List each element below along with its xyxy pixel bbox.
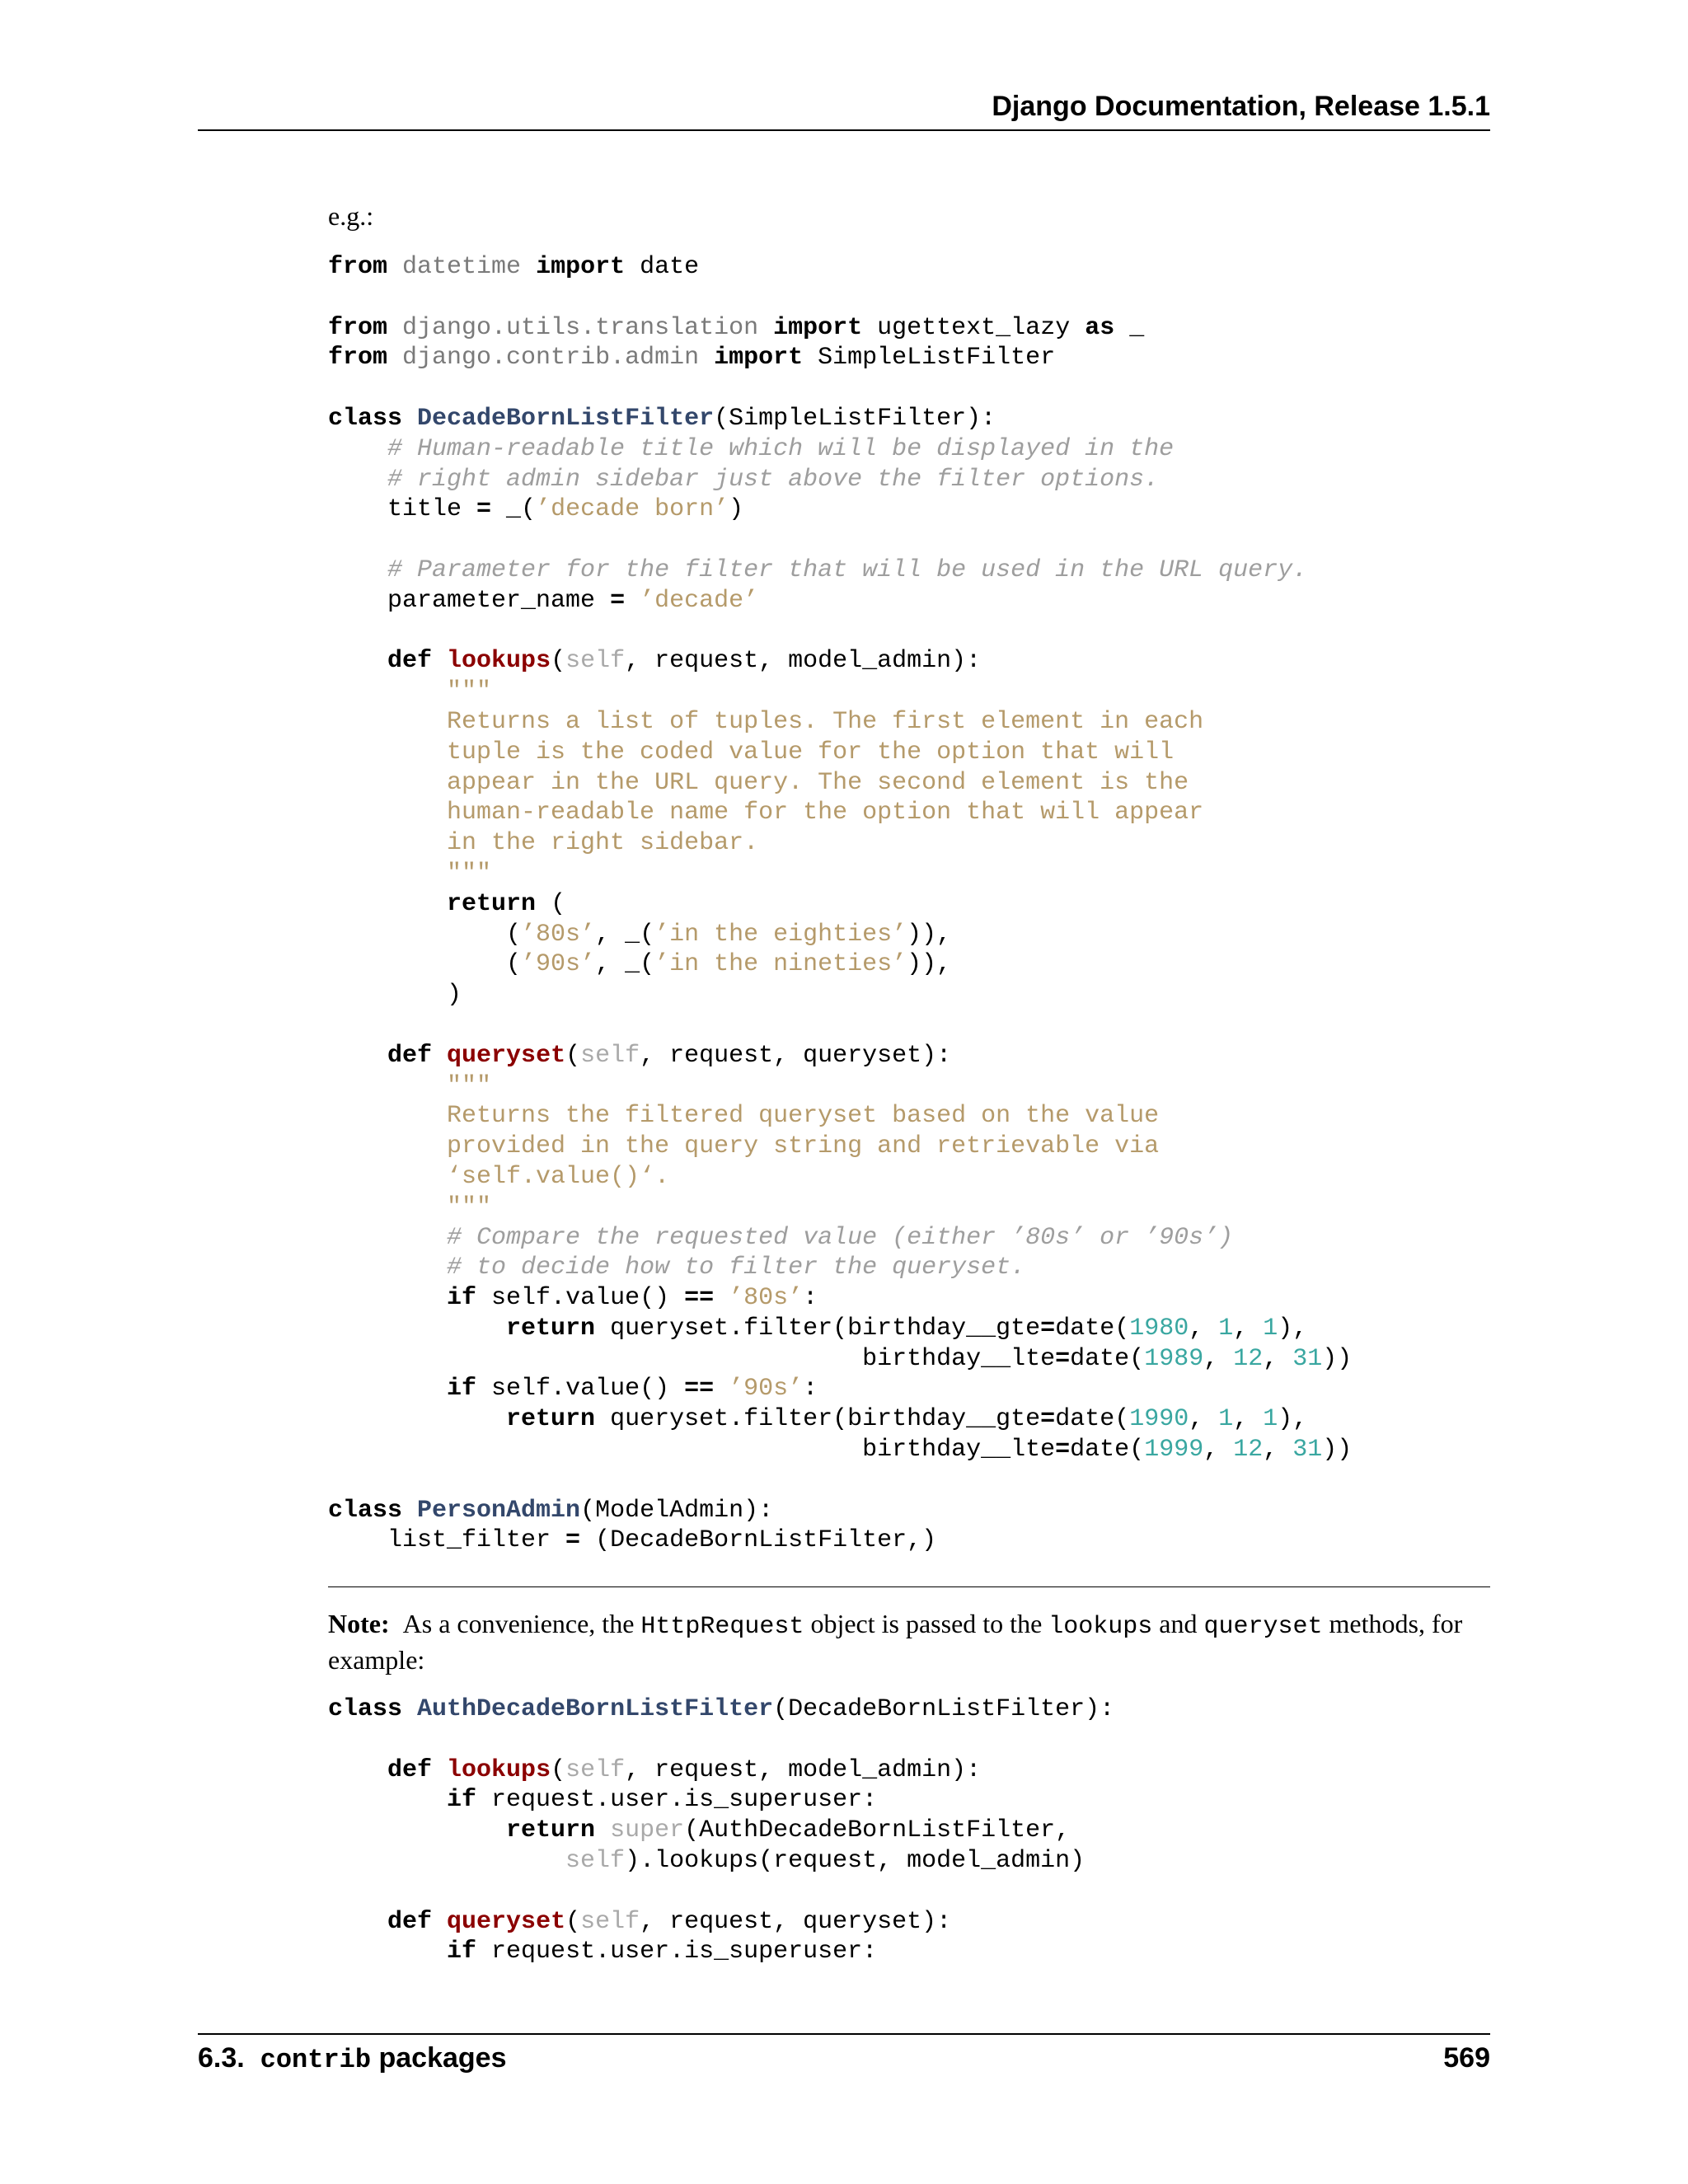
- code-main-line: appear in the URL query. The second element is the: [328, 768, 1189, 797]
- footer-rule: [198, 2033, 1490, 2035]
- code-main-line: tuple is the coded value for the option that will: [328, 738, 1175, 766]
- code-note-line: [328, 1877, 1114, 1907]
- code-main-line: from datetime import date: [328, 253, 700, 281]
- note-separator: [328, 1586, 1490, 1587]
- note-paragraph: [328, 1607, 1490, 1676]
- footer-section: [198, 2042, 507, 2075]
- code-main-line: # right admin sidebar just above the filter options.: [387, 465, 1160, 494]
- code-main-line: def lookups(self, request, model_admin):: [387, 647, 982, 676]
- code-main-line: Returns a list of tuples. The first element in each: [328, 707, 1204, 736]
- code-main-line: # Parameter for the filter that will be used in the URL query.: [387, 555, 1308, 584]
- code-main-line: birthday__lte=date(1989, 12, 31)): [328, 1344, 1353, 1373]
- code-note-line: def lookups(self, request, model_admin):: [387, 1755, 982, 1784]
- code-main-line: # Human-readable title which will be displayed in the: [387, 434, 1175, 463]
- code-main-line: class DecadeBornListFilter(SimpleListFilter):: [328, 404, 996, 433]
- code-main-line: [328, 616, 1352, 647]
- code-main-line: return queryset.filter(birthday__gte=date(1980, 1, 1),: [506, 1314, 1308, 1343]
- code-note-line: self).lookups(request, model_admin): [565, 1846, 1085, 1875]
- code-main-line: [328, 1465, 1352, 1496]
- footer-section-title: packages: [378, 2042, 507, 2074]
- code-note-line: if request.user.is_superuser:: [447, 1938, 878, 1966]
- code-main-line: list_filter = (DecadeBornListFilter,): [328, 1526, 937, 1555]
- code-main-line: in the right sidebar.: [328, 829, 759, 858]
- code-main-line: # to decide how to filter the queryset.: [447, 1254, 1026, 1282]
- code-main-line: return queryset.filter(birthday__gte=date(1990, 1, 1),: [506, 1405, 1308, 1434]
- code-main-line: """: [328, 677, 492, 706]
- code-block-main: [328, 252, 1352, 1556]
- code-main-line: from django.utils.translation import ugettext_lazy as _: [328, 313, 1145, 342]
- header-rule: [198, 129, 1490, 131]
- code-main-line: [328, 373, 1352, 404]
- code-main-line: (’90s’, _(’in the nineties’)),: [328, 950, 952, 979]
- note-text-2: object is passed to the: [810, 1609, 1043, 1638]
- code-note-line: def queryset(self, request, queryset):: [387, 1907, 952, 1936]
- code-note-line: return super(AuthDecadeBornListFilter,: [506, 1816, 1071, 1845]
- note-text-3: and: [1159, 1609, 1198, 1638]
- code-main-line: [328, 525, 1352, 555]
- code-main-line: ): [328, 981, 462, 1010]
- note-code-lookups: lookups: [1048, 1613, 1153, 1641]
- code-main-line: parameter_name = ’decade’: [328, 586, 759, 615]
- code-main-line: """: [328, 1071, 492, 1100]
- code-main-line: ‘self.value()‘.: [328, 1162, 670, 1191]
- code-main-line: (’80s’, _(’in the eighties’)),: [328, 920, 952, 949]
- code-note-line: [328, 1725, 1114, 1755]
- code-note-line: class AuthDecadeBornListFilter(DecadeBornListFilter):: [328, 1695, 1115, 1723]
- note-code-queryset: queryset: [1203, 1613, 1323, 1641]
- code-main-line: Returns the filtered queryset based on the value: [328, 1102, 1160, 1131]
- code-block-note: [328, 1694, 1114, 1967]
- code-main-line: def queryset(self, request, queryset):: [387, 1041, 952, 1070]
- code-main-line: if self.value() == ’90s’:: [447, 1375, 818, 1404]
- note-label: Note:: [328, 1609, 390, 1638]
- code-main-line: birthday__lte=date(1999, 12, 31)): [328, 1436, 1353, 1465]
- code-main-line: # Compare the requested value (either ’80s’ or ’90s’): [447, 1223, 1234, 1252]
- note-text-4: methods, for example:: [328, 1609, 1463, 1675]
- code-main-line: if self.value() == ’80s’:: [447, 1284, 818, 1313]
- intro-text: e.g.:: [328, 201, 374, 231]
- code-main-line: human-readable name for the option that will appear: [328, 799, 1204, 827]
- footer-section-code: contrib: [260, 2045, 372, 2075]
- code-main-line: provided in the query string and retrievable via: [328, 1132, 1160, 1161]
- note-code-httprequest: HttpRequest: [640, 1613, 804, 1641]
- note-text-1: As a convenience, the: [402, 1609, 635, 1638]
- footer-section-number: 6.3.: [198, 2042, 245, 2074]
- footer-page-number: 569: [1443, 2042, 1490, 2074]
- code-main-line: title = _(’decade born’): [328, 495, 744, 524]
- code-main-line: [328, 1010, 1352, 1041]
- code-main-line: from django.contrib.admin import SimpleListFilter: [328, 344, 1056, 373]
- code-main-line: """: [328, 859, 492, 888]
- code-main-line: class PersonAdmin(ModelAdmin):: [328, 1496, 774, 1525]
- code-main-line: """: [328, 1193, 492, 1221]
- code-note-line: if request.user.is_superuser:: [447, 1786, 878, 1815]
- code-main-line: [328, 283, 1352, 313]
- code-main-line: return (: [447, 889, 566, 918]
- page-header-title: Django Documentation, Release 1.5.1: [992, 91, 1490, 122]
